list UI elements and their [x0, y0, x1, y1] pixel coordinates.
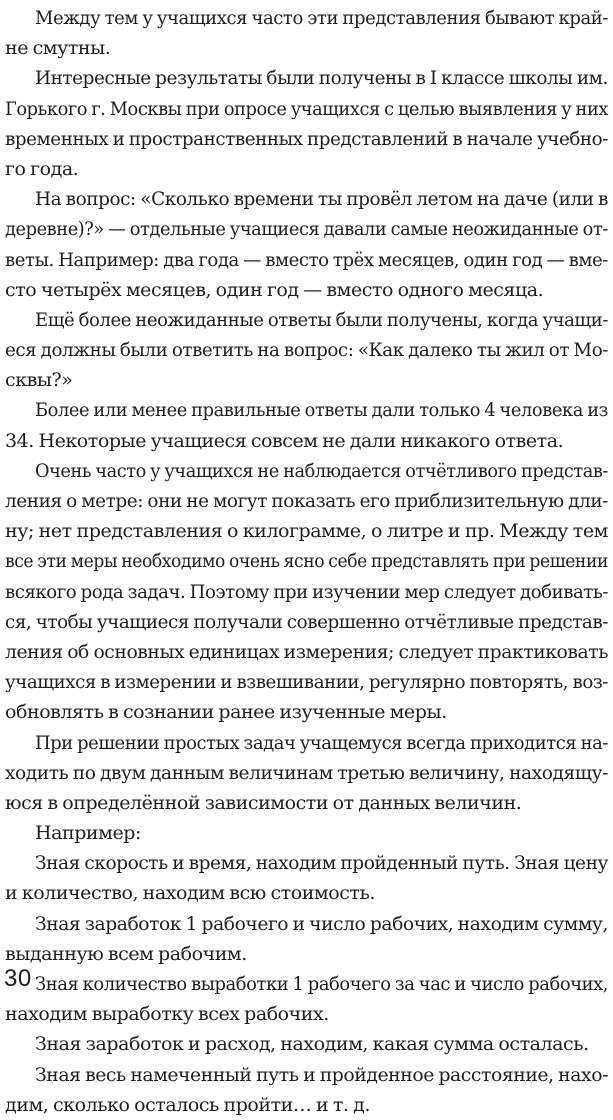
body-text	[5, 3, 608, 1120]
text-line: находим выработку всех рабочих.	[5, 1003, 329, 1026]
text-line: Интересные результаты были получены в I классе школы им.	[35, 67, 608, 90]
text-line: не смутны.	[5, 37, 111, 60]
text-line: сквы?»	[5, 369, 73, 392]
text-line: Например:	[35, 822, 141, 845]
text-line: Между тем у учащихся часто эти представления бывают край-	[35, 7, 609, 29]
text-line: учащихся в измерении и взвешивании, регулярно повторять, воз-	[5, 671, 608, 694]
text-line: выданную всем рабочим.	[5, 942, 247, 965]
text-line: ления о метре: они не могут показать его приблизительную дли-	[5, 490, 608, 512]
text-line: ну; нет представления о килограмме, о литре и пр. Между тем	[5, 520, 608, 543]
text-line: Ещё более неожиданные ответы были получены, когда учащи-	[35, 308, 608, 331]
text-line: обновлять в сознании ранее изученные меры.	[5, 701, 447, 724]
text-line: Зная скорость и время, находим пройденный путь. Зная цену	[35, 852, 608, 875]
text-line: ления об основных единицах измерения; следует практиковать	[5, 640, 608, 663]
text-line: еся должны были ответить на вопрос: «Как далеко ты жил от Мо-	[5, 339, 609, 362]
text-line: веты. Например: два года — вместо трёх месяцев, один год — вме-	[5, 248, 608, 271]
text-line: Зная весь намеченный путь и пройденное расстояние, нахо-	[35, 1063, 608, 1086]
text-line: 34. Некоторые учащиеся совсем не дали никакого ответа.	[5, 429, 564, 452]
text-line: деревне)?» — отдельные учащиеся давали самые неожиданные от-	[5, 218, 608, 241]
text-line: все эти меры необходимо очень ясно себе представлять при решении	[5, 550, 608, 573]
text-line: Зная заработок 1 рабочего и число рабочих, находим сумму,	[35, 912, 608, 935]
text-line: Зная количество выработки 1 рабочего за час и число рабочих,	[35, 973, 609, 995]
text-line: дим, сколько осталось пройти… и т. д.	[5, 1093, 370, 1116]
text-line: всякого рода задач. Поэтому при изучении мер следует добивать-	[5, 580, 609, 603]
text-line: Горького г. Москвы при опросе учащихся с целью выявления у них	[5, 97, 609, 120]
text-line: и количество, находим всю стоимость.	[5, 882, 375, 905]
text-line: сто четырёх месяцев, один год — вместо одного месяца.	[5, 278, 544, 301]
text-line: юся в определённой зависимости от данных величин.	[5, 791, 522, 814]
text-line: временных и пространственных представлений в начале учебно-	[5, 127, 609, 150]
text-line: Зная заработок и расход, находим, какая сумма осталась.	[35, 1033, 589, 1056]
page-number: 30	[4, 965, 32, 992]
text-line: ходить по двум данным величинам третью величину, находящу-	[5, 761, 609, 784]
text-line: Очень часто у учащихся не наблюдается отчётливого представ-	[35, 459, 608, 482]
text-line: го года.	[5, 157, 79, 180]
text-line: Более или менее правильные ответы дали только 4 человека из	[35, 399, 608, 422]
text-line: ся, чтобы учащиеся получали совершенно отчётливые представ-	[5, 610, 608, 633]
text-line: На вопрос: «Сколько времени ты провёл летом на даче (или в	[35, 188, 608, 211]
text-line: При решении простых задач учащемуся всегда приходится на-	[35, 731, 608, 754]
